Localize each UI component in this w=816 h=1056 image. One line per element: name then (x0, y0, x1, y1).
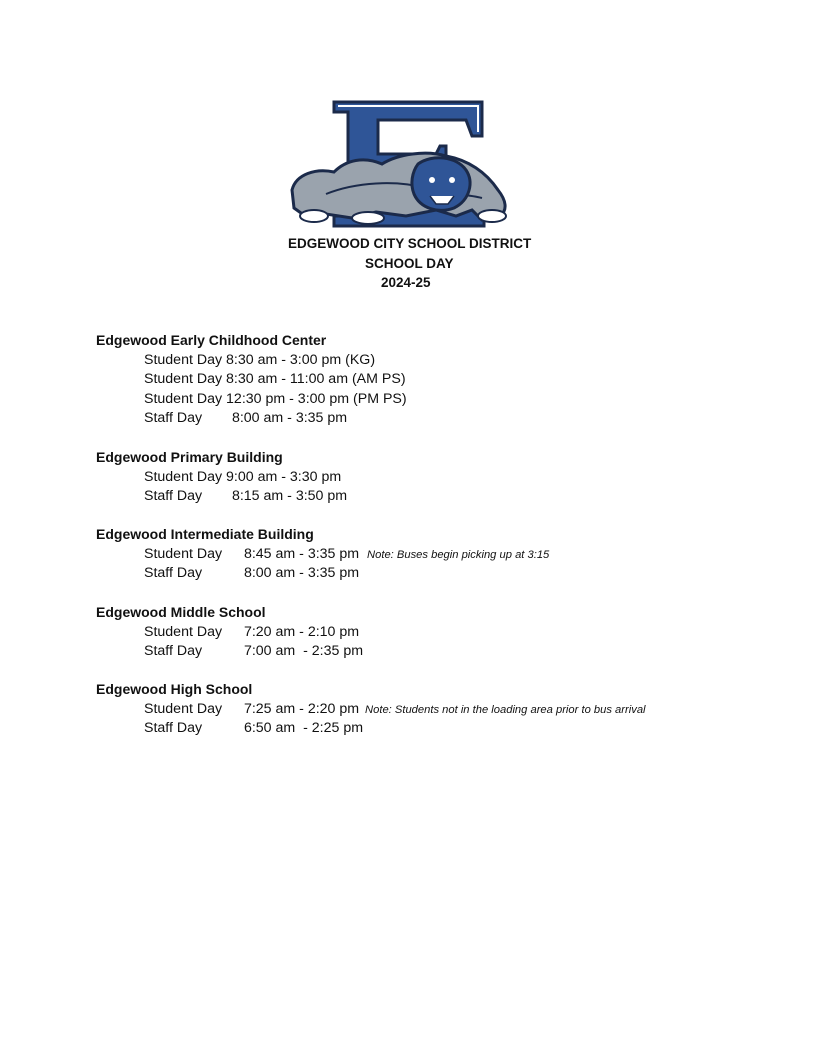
schedule-row (96, 351, 407, 371)
edgewood-panther-logo (286, 98, 518, 230)
section-title: Edgewood Intermediate Building (96, 526, 314, 542)
schedule-row (96, 487, 347, 507)
schedule-row (96, 390, 407, 410)
row-label: Staff Day (144, 410, 203, 426)
row-label: Student Day (144, 390, 223, 407)
panther-body-icon (292, 153, 505, 220)
row-time: 6:50 am - 2:25 pm (243, 720, 364, 736)
section-title: Edgewood Primary Building (96, 449, 283, 465)
row-label: Student Day (144, 623, 223, 640)
row-time: 8:45 am - 3:35 pm (243, 545, 360, 562)
schedule-row (96, 623, 363, 643)
schedule-row (96, 564, 549, 584)
schedule-row (96, 409, 407, 429)
section-title: Edgewood Early Childhood Center (96, 332, 327, 348)
row-label: Staff Day (144, 720, 203, 736)
row-note: Note: Buses begin picking up at 3:15 (367, 548, 550, 561)
row-time: 7:20 am - 2:10 pm (243, 623, 360, 640)
schedule-row (96, 700, 646, 720)
row-label: Student Day (144, 351, 223, 368)
row-time: 9:00 am - 3:30 pm (226, 468, 342, 485)
section-title: Edgewood Middle School (96, 604, 266, 620)
row-label: Student Day (144, 700, 223, 717)
row-label: Staff Day (144, 565, 203, 581)
row-time: 8:30 am - 11:00 am (AM PS) (226, 371, 406, 387)
schedule-row (96, 719, 646, 739)
row-time: 8:30 am - 3:00 pm (KG) (226, 351, 376, 368)
schedule-row (96, 545, 549, 565)
row-label: Student Day (144, 468, 223, 485)
row-label: Staff Day (144, 643, 203, 659)
section-intermediate-building (96, 525, 549, 584)
row-label: Student Day (144, 371, 223, 387)
district-title: EDGEWOOD CITY SCHOOL DISTRICT (288, 236, 532, 251)
row-time: 7:00 am - 2:35 pm (243, 643, 364, 659)
school-year: 2024-25 (381, 275, 431, 290)
row-label: Student Day (144, 545, 223, 562)
section-primary-building (96, 448, 347, 507)
row-time: 12:30 pm - 3:00 pm (PM PS) (226, 390, 407, 407)
row-label: Staff Day (144, 488, 203, 504)
row-time: 8:00 am - 3:35 pm (231, 410, 348, 426)
schedule-row (96, 642, 363, 662)
section-title: Edgewood High School (96, 681, 253, 697)
section-middle-school (96, 603, 363, 662)
row-time: 8:15 am - 3:50 pm (231, 488, 348, 504)
school-day-title: SCHOOL DAY (365, 256, 454, 271)
schedule-row (96, 370, 407, 390)
row-time: 8:00 am - 3:35 pm (243, 565, 360, 581)
section-high-school (96, 680, 646, 739)
row-time: 7:25 am - 2:20 pm (243, 700, 360, 717)
row-note: Note: Students not in the loading area prior to bus arrival (365, 703, 646, 716)
schedule-row (96, 468, 347, 488)
section-early-childhood-center (96, 331, 407, 429)
